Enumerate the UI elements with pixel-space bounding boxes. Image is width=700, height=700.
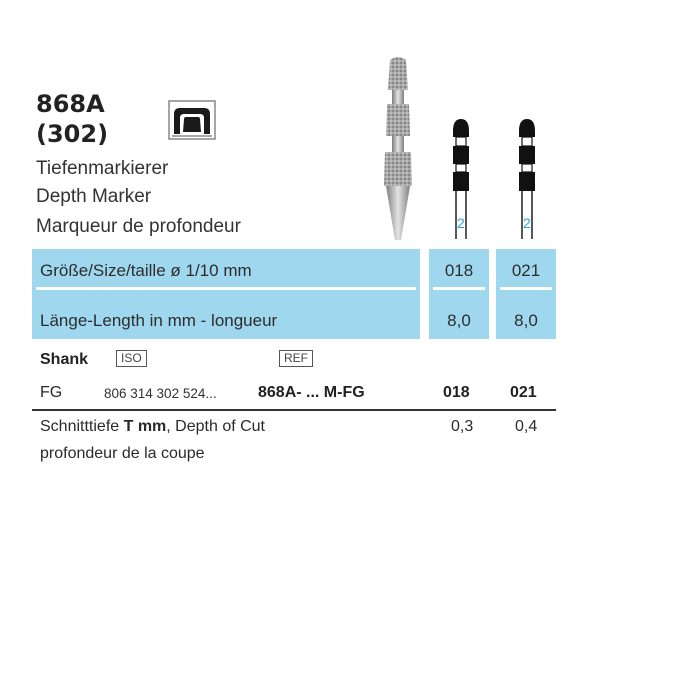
depth-value-018: 0,3	[451, 418, 474, 435]
name-english: Depth Marker	[36, 186, 152, 207]
bur-018-mark: 2	[457, 215, 465, 231]
depth-label-pre: Schnitttiefe	[40, 418, 124, 435]
fg-ref-prefix: 868A- ... M-FG	[258, 384, 365, 401]
size-label-fraction: 1/10	[185, 261, 219, 280]
size-label-unit: mm	[218, 261, 252, 280]
fg-iso-number: 806 314 302 524...	[104, 386, 217, 401]
size-label-prefix: Größe/Size/taille ø	[40, 261, 186, 280]
table-rule	[32, 409, 556, 411]
depth-label-line2: profondeur de la coupe	[40, 445, 205, 462]
bur-021-mark: 2	[523, 215, 531, 231]
iso-tag: ISO	[116, 350, 147, 367]
product-alt-code: (302)	[36, 120, 109, 148]
size-value-021: 021	[511, 261, 541, 280]
length-value-018: 8,0	[447, 311, 471, 330]
diamond-depth-marker-bur	[376, 54, 420, 240]
fg-shank-type: FG	[40, 384, 63, 401]
band-divider	[36, 287, 416, 290]
fg-size-018: 018	[443, 384, 470, 401]
fg-size-021: 021	[510, 384, 537, 401]
name-french: Marqueur de profondeur	[36, 216, 241, 237]
name-german: Tiefenmarkierer	[36, 158, 169, 179]
length-label: Länge-Length in mm - longueur	[40, 311, 278, 330]
size-value-018: 018	[444, 261, 474, 280]
product-code: 868A	[36, 90, 105, 118]
depth-label-line1	[40, 418, 265, 436]
depth-label-bold: T mm	[123, 418, 167, 435]
size-label	[40, 261, 252, 281]
crown-preparation-icon	[168, 100, 216, 140]
depth-value-021: 0,4	[515, 418, 538, 435]
length-value-021: 8,0	[514, 311, 538, 330]
band-divider-021	[500, 287, 552, 290]
depth-label-post: , Depth of Cut	[166, 418, 265, 435]
band-divider-018	[433, 287, 485, 290]
ref-tag: REF	[279, 350, 313, 367]
shank-label: Shank	[40, 351, 89, 368]
